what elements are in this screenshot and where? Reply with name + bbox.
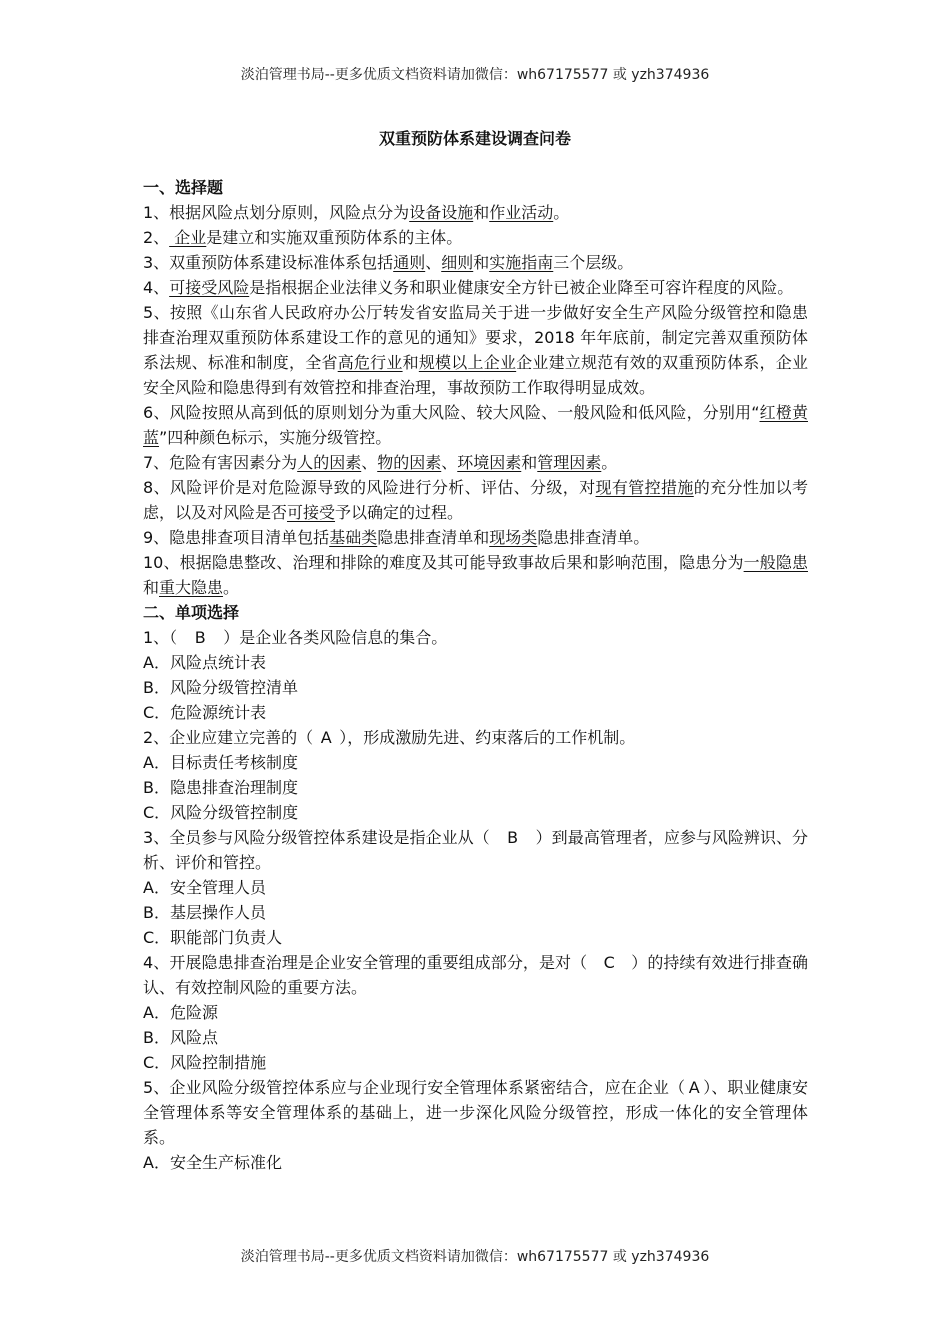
choice-option: A．安全管理人员 [143,878,266,897]
answer-blank: 可接受 [287,503,336,522]
page-footer: 淡泊管理书局--更多优质文档资料请加微信：wh67175577 或 yzh374936 [240,1249,710,1265]
choice-option: B．风险分级管控清单 [143,678,298,697]
document-body [143,175,808,1175]
choice-answer: A [320,728,332,747]
question-9: 9、隐患排查项目清单包括基础类隐患排查清单和现场类隐患排查清单。 [143,528,650,547]
answer-blank: 一般隐患 [743,553,808,572]
choice-answer: B [507,828,519,847]
answer-blank: 重大隐患 [159,578,224,597]
question-1: 1、根据风险点划分原则，风险点分为设备设施和作业活动。 [143,203,570,222]
question-5: 5、按照《山东省人民政府办公厅转发省安监局关于进一步做好安全生产风险分级管控和隐患排查治理双重预防体系建设工作的意见的通知》要求，2018 年年底前，制定完善双重预防体系法规、标准和制度，全省高危行业和规模以上企业企业建立规范有效的双重预防体系，企业安全风险和隐患得到有效管控和排查治理，事故预防工作取得明显成效。 [143,303,808,397]
choice-option: A．风险点统计表 [143,653,266,672]
choice-option: C．危险源统计表 [143,703,267,722]
choice-option: B．隐患排查治理制度 [143,778,298,797]
choice-question-1: 1、（ B ）是企业各类风险信息的集合。 [143,625,808,650]
choice-question-2: 2、企业应建立完善的（ A ），形成激励先进、约束落后的工作机制。 [143,725,808,750]
answer-blank: 作业活动 [489,203,554,222]
answer-blank: 红橙黄蓝 [143,403,808,447]
choice-question-3: 3、全员参与风险分级管控体系建设是指企业从（ B ）到最高管理者，应参与风险辨识、分析、评价和管控。 [143,825,808,875]
choice-answer: A [688,1078,700,1097]
page-header: 淡泊管理书局--更多优质文档资料请加微信：wh67175577 或 yzh374936 [240,67,710,83]
answer-blank: 环境因素 [457,453,522,472]
choice-question-5: 5、企业风险分级管控体系应与企业现行安全管理体系紧密结合，应在企业（ A ）、职业健康安全管理体系等安全管理体系的基础上，进一步深化风险分级管控，形成一体化的安全管理体系。 [143,1075,808,1150]
choice-option: C．职能部门负责人 [143,928,283,947]
answer-blank: 高危行业 [337,353,403,372]
question-2: 2、 企业是建立和实施双重预防体系的主体。 [143,228,463,247]
answer-blank: 管理因素 [537,453,602,472]
choice-answer: C [603,953,615,972]
choice-option: B．风险点 [143,1028,218,1047]
choice-question-4: 4、开展隐患排查治理是企业安全管理的重要组成部分，是对（ C ）的持续有效进行排查确认、有效控制风险的重要方法。 [143,950,808,1000]
question-8: 8、风险评价是对危险源导致的风险进行分析、评估、分级，对现有管控措施的充分性加以考虑，以及对风险是否可接受予以确定的过程。 [143,478,808,522]
question-10: 10、根据隐患整改、治理和排除的难度及其可能导致事故后果和影响范围，隐患分为一般隐患和重大隐患。 [143,553,808,597]
answer-blank: 实施指南 [489,253,554,272]
choice-option: B．基层操作人员 [143,903,266,922]
answer-blank: 基础类 [329,528,378,547]
question-4: 4、可接受风险是指根据企业法律义务和职业健康安全方针已被企业降至可容许程度的风险。 [143,278,794,297]
section-heading: 二、单项选择 [143,603,240,622]
question-6: 6、风险按照从高到低的原则划分为重大风险、较大风险、一般风险和低风险，分别用“红橙黄蓝”四种颜色标示，实施分级管控。 [143,403,808,447]
answer-blank: 物的因素 [377,453,442,472]
question-7: 7、危险有害因素分为人的因素、物的因素、环境因素和管理因素。 [143,453,618,472]
answer-blank: 规模以上企业 [418,353,517,372]
answer-blank: 可接受风险 [169,278,250,297]
section-heading: 一、选择题 [143,178,224,197]
answer-blank: 通则 [393,253,426,272]
answer-blank: 细则 [441,253,474,272]
choice-option: A．安全生产标准化 [143,1153,282,1172]
choice-option: C．风险控制措施 [143,1053,267,1072]
answer-blank: 设备设施 [409,203,474,222]
answer-blank: 现有管控措施 [595,478,694,497]
answer-blank: 现场类 [489,528,538,547]
choice-option: A．危险源 [143,1003,218,1022]
answer-blank: 企业 [169,228,207,247]
answer-blank: 人的因素 [297,453,362,472]
question-3: 3、双重预防体系建设标准体系包括通则、细则和实施指南三个层级。 [143,253,634,272]
document-title: 双重预防体系建设调查问卷 [378,129,571,148]
choice-option: C．风险分级管控制度 [143,803,299,822]
choice-option: A．目标责任考核制度 [143,753,298,772]
choice-answer: B [194,628,206,647]
